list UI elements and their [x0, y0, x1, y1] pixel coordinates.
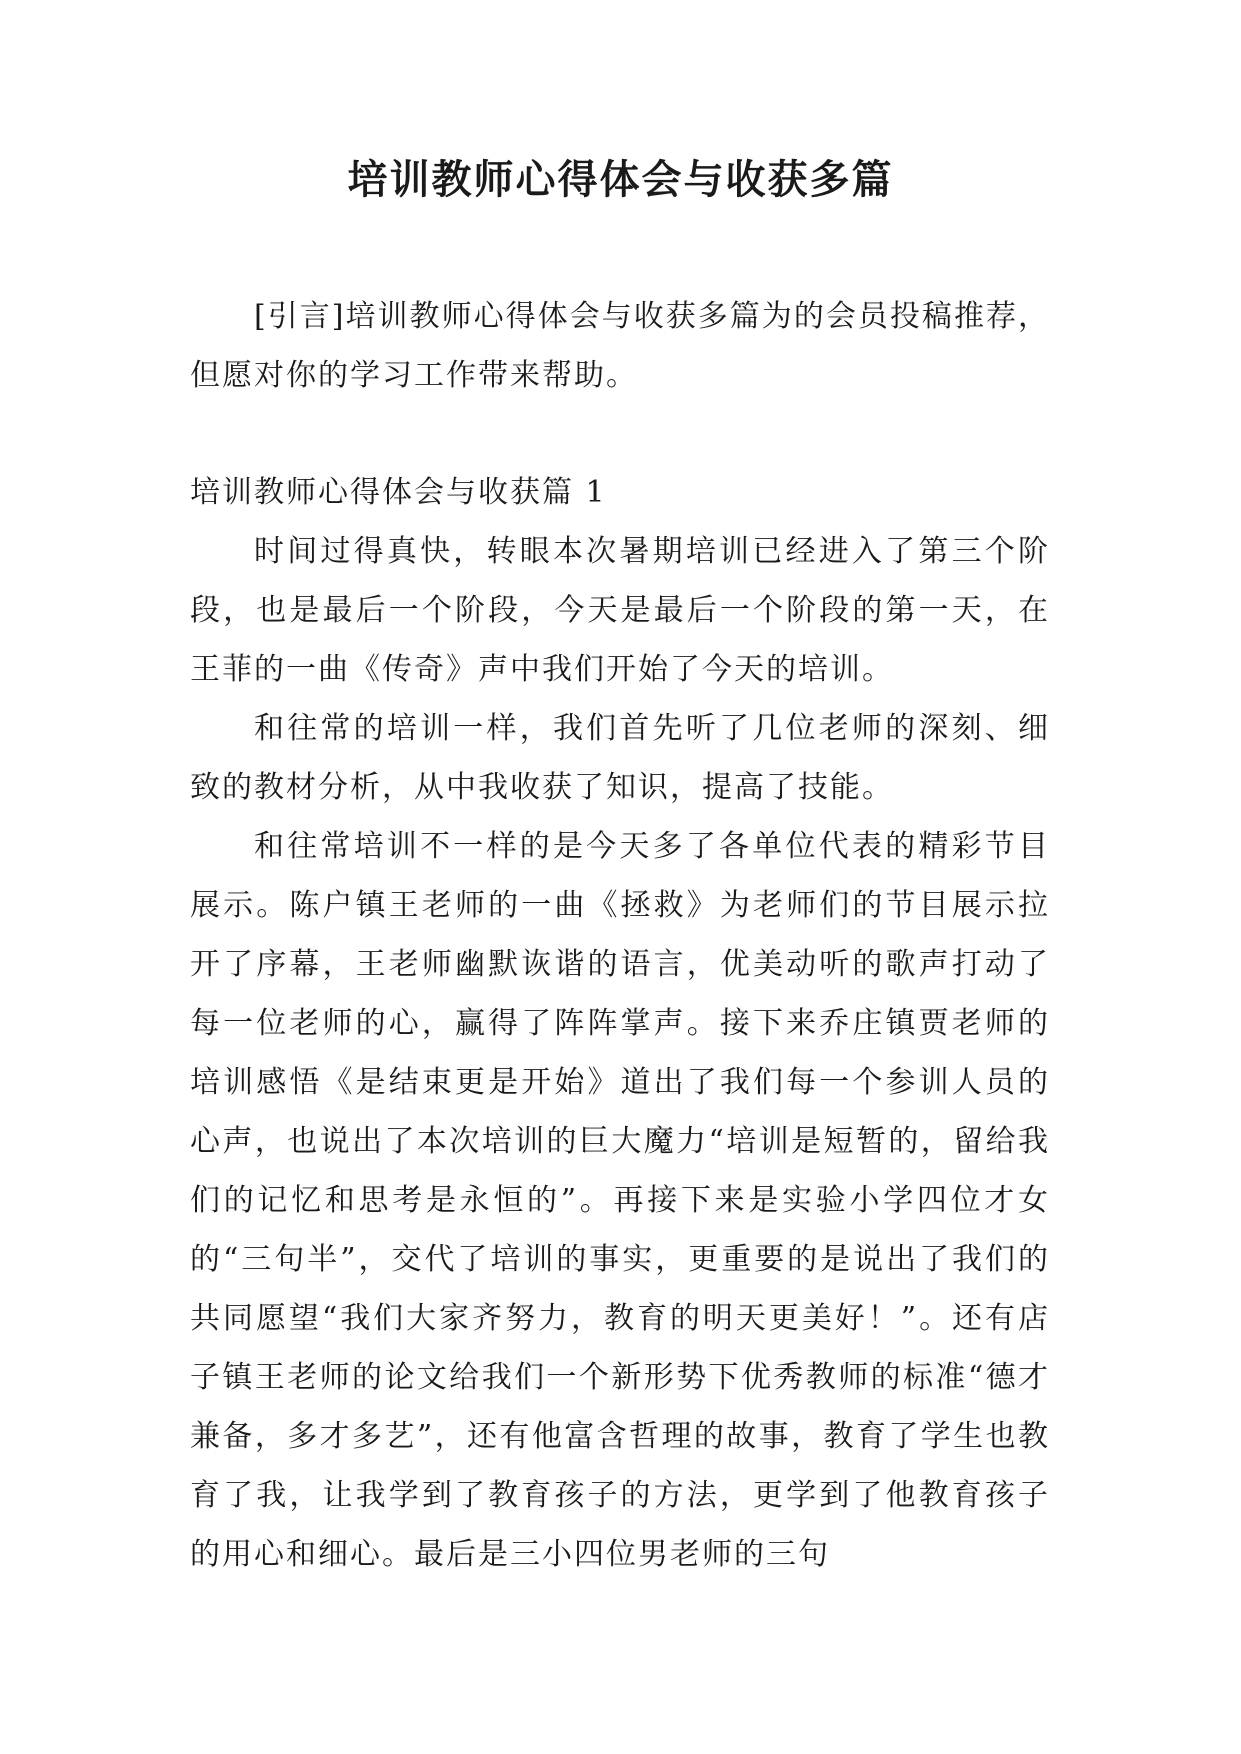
intro-paragraph: [引言]培训教师心得体会与收获多篇为的会员投稿推荐，但愿对你的学习工作带来帮助。: [190, 299, 1050, 393]
document-body: [190, 287, 1050, 1584]
body-paragraph: 时间过得真快，转眼本次暑期培训已经进入了第三个阶段，也是最后一个阶段，今天是最后一个阶段的第一天，在王菲的一曲《传奇》声中我们开始了今天的培训。: [190, 534, 1050, 687]
body-paragraph: 和往常培训不一样的是今天多了各单位代表的精彩节目展示。陈户镇王老师的一曲《拯救》为老师们的节目展示拉开了序幕，王老师幽默诙谐的语言，优美动听的歌声打动了每一位老师的心，赢得了阵阵掌声。接下来乔庄镇贾老师的培训感悟《是结束更是开始》道出了我们每一个参训人员的心声，也说出了本次培训的巨大魔力“培训是短暂的，留给我们的记忆和思考是永恒的”。再接下来是实验小学四位才女的“三句半”，交代了培训的事实，更重要的是说出了我们的共同愿望“我们大家齐努力，教育的明天更美好！”。还有店子镇王老师的论文给我们一个新形势下优秀教师的标准“德才兼备，多才多艺”，还有他富含哲理的故事，教育了学生也教育了我，让我学到了教育孩子的方法，更学到了他教育孩子的用心和细心。最后是三小四位男老师的三句: [190, 829, 1050, 1572]
document-title: 培训教师心得体会与收获多篇: [347, 156, 894, 203]
section-heading: 培训教师心得体会与收获篇 1: [190, 475, 607, 510]
body-paragraph: 和往常的培训一样，我们首先听了几位老师的深刻、细致的教材分析，从中我收获了知识，提高了技能。: [190, 711, 1050, 805]
